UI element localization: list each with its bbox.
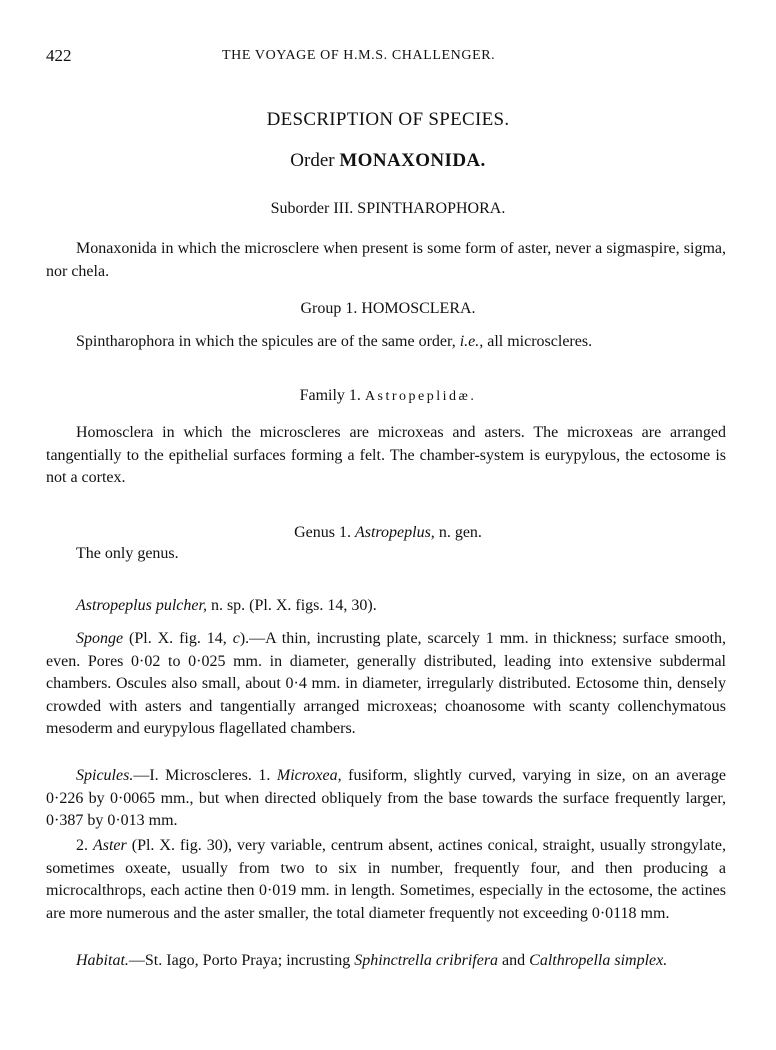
habitat-description <box>46 950 726 973</box>
aster-number: 2. <box>76 837 88 854</box>
order-name: MONAXONIDA. <box>339 150 486 171</box>
page-number: 422 <box>46 46 72 65</box>
species-name: Astropeplus pulcher, <box>76 597 207 614</box>
microxea-text: fusiform, slightly curved, varying in size, on an average 0·226 by 0·0065 mm., but when directed obliquely from the base towards the surface frequently larger, 0·387 by 0·013 mm. <box>46 767 727 829</box>
habitat-species-2: Calthropella simplex. <box>529 952 668 969</box>
habitat-and: and <box>502 952 526 969</box>
habitat-label: Habitat. <box>76 952 129 969</box>
family-description: Homosclera in which the microscleres are microxeas and asters. The microxeas are arranged tangentially to the epithelial surfaces forming a felt. The chamber-system is eurypylous, the ectosome is not a cortex. <box>46 424 726 486</box>
genus-name: Astropeplus, <box>354 524 435 541</box>
species-suffix: n. sp. (Pl. X. figs. 14, 30). <box>210 597 377 614</box>
family-heading <box>0 387 776 405</box>
sponge-text: ).—A thin, incrusting plate, scarcely 1 mm. in thickness; surface smooth, even. Pores 0·02 to 0·025 mm. in diameter, generally distributed, leading into extensive subdermal chambers. Oscules also small, about 0·4 mm. in diameter, irregularly distributed. Ectosome thin, densely crowded with asters and tangentially arranged microxeas; choanosome with scanty collenchymatous mesoderm and eurypylous flagellated chambers. <box>46 630 727 737</box>
sponge-ref-letter: c <box>232 630 240 647</box>
habitat-text: —St. Iago, Porto Praya; incrusting <box>128 952 351 969</box>
spicules-label: Spicules. <box>76 767 134 784</box>
suborder-heading: Suborder III. SPINTHAROPHORA. <box>270 200 506 217</box>
family-name: Astropeplidæ. <box>364 389 477 404</box>
family-prefix: Family 1. <box>299 387 361 404</box>
order-prefix: Order <box>290 150 335 171</box>
genus-note: The only genus. <box>76 545 179 562</box>
aster-description <box>46 835 726 925</box>
aster-text: (Pl. X. fig. 30), very variable, centrum absent, actines conical, straight, usually strongylate, sometimes oxeate, usually from two to six in number, frequently four, and then producing a microcalthrops, each actine then 0·019 mm. in length. Sometimes, especially in the ectosome, the actines are more numerous and the aster smaller, the total diameter frequently not exceeding 0·0118 mm. <box>46 837 727 922</box>
running-title: THE VOYAGE OF H.M.S. CHALLENGER. <box>222 48 496 63</box>
group-description-ie: i.e., <box>459 333 484 350</box>
species-heading <box>46 595 726 618</box>
habitat-species-1: Sphinctrella cribrifera <box>354 952 499 969</box>
aster-label: Aster <box>92 837 127 854</box>
group-description <box>46 331 726 354</box>
microxea-label: Microxea, <box>276 767 342 784</box>
genus-suffix: n. gen. <box>438 524 482 541</box>
order-heading <box>0 150 776 172</box>
suborder-description: Monaxonida in which the microsclere when present is some form of aster, never a sigmaspire, sigma, nor chela. <box>46 240 726 280</box>
sponge-label: Sponge <box>76 630 124 647</box>
spicules-description <box>46 765 726 833</box>
group-heading: Group 1. HOMOSCLERA. <box>300 300 476 317</box>
genus-heading <box>0 524 776 542</box>
sponge-ref: (Pl. X. fig. 14, <box>129 630 227 647</box>
group-description-text: Spintharophora in which the spicules are of the same order, <box>76 333 456 350</box>
genus-prefix: Genus 1. <box>294 524 351 541</box>
sponge-description <box>46 628 726 741</box>
spicules-intro: —I. Microscleres. 1. <box>133 767 271 784</box>
group-description-end: all microscleres. <box>487 333 593 350</box>
section-heading: DESCRIPTION OF SPECIES. <box>266 109 510 130</box>
